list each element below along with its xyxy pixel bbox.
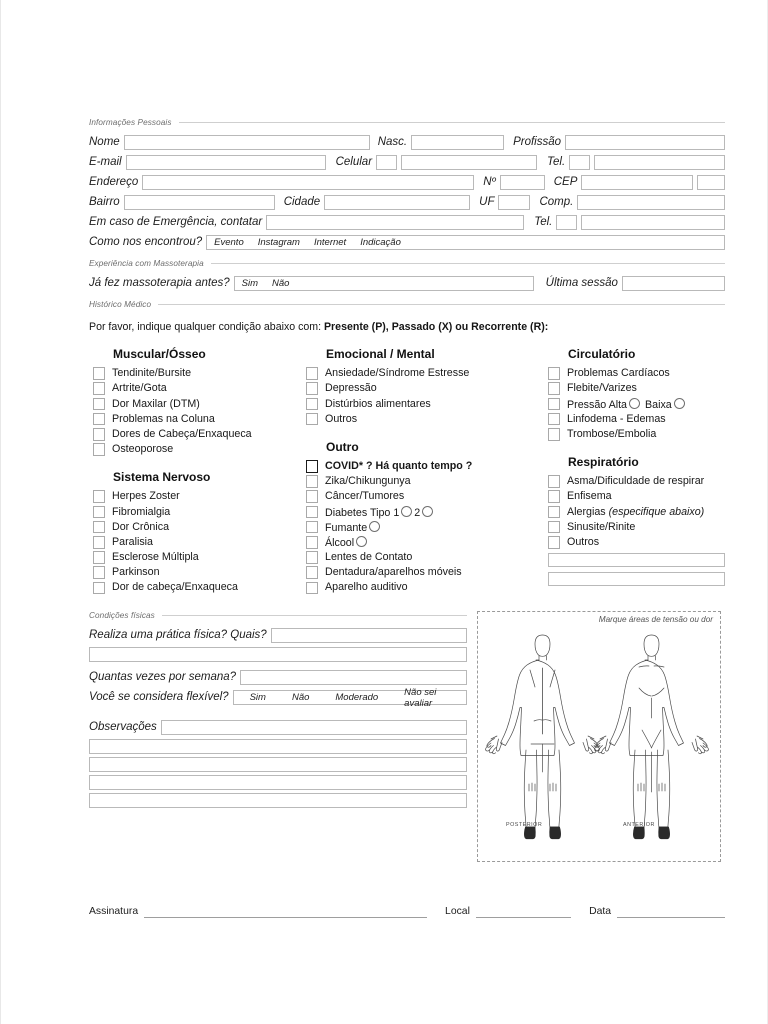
checkbox-label: Sinusite/Rinite bbox=[567, 520, 636, 533]
label-email: E-mail bbox=[89, 155, 122, 168]
medical-column-emocional bbox=[302, 347, 544, 595]
checkbox-row[interactable] bbox=[544, 474, 725, 489]
option-flexivel-moderado[interactable]: Moderado bbox=[335, 692, 379, 704]
label-cep: CEP bbox=[553, 175, 578, 188]
option-instagram[interactable]: Instagram bbox=[257, 237, 300, 248]
checkbox-label: Paralisia bbox=[112, 535, 153, 548]
input-observacoes-3[interactable] bbox=[89, 757, 467, 772]
input-observacoes-1[interactable] bbox=[161, 720, 467, 735]
checkbox[interactable] bbox=[93, 413, 105, 426]
checkbox[interactable] bbox=[93, 428, 105, 441]
checkbox-row[interactable] bbox=[89, 565, 302, 580]
checkbox[interactable] bbox=[93, 551, 105, 564]
checkbox-row[interactable] bbox=[544, 366, 725, 381]
medical-column-muscular bbox=[89, 347, 302, 595]
checkbox-label: Osteoporose bbox=[112, 443, 174, 456]
checkbox-label: Dor Maxilar (DTM) bbox=[112, 397, 200, 410]
checkbox[interactable] bbox=[548, 536, 560, 549]
checkbox[interactable] bbox=[93, 443, 105, 456]
input-assinatura[interactable] bbox=[144, 904, 427, 918]
figure-label-posterior: POSTERIOR bbox=[506, 822, 543, 829]
checkbox-label: Problemas na Coluna bbox=[112, 412, 215, 425]
checkbox-label: Dor Crônica bbox=[112, 520, 170, 533]
checkbox[interactable] bbox=[306, 398, 318, 411]
input-tel-numero[interactable] bbox=[594, 155, 725, 170]
row-quantas-vezes bbox=[89, 669, 467, 686]
category-title-muscular: Muscular/Ósseo bbox=[113, 347, 206, 361]
checkbox[interactable] bbox=[93, 490, 105, 503]
checkbox[interactable] bbox=[93, 582, 105, 595]
section-label-physical: Condições físicas bbox=[89, 611, 155, 621]
label-cidade: Cidade bbox=[283, 195, 321, 208]
row-email bbox=[89, 154, 725, 171]
category-title-respiratorio: Respiratório bbox=[568, 454, 639, 469]
label-endereco: Endereço bbox=[89, 175, 139, 188]
label-celular: Celular bbox=[335, 155, 373, 168]
input-nasc[interactable] bbox=[411, 135, 504, 150]
checkbox-row[interactable] bbox=[544, 489, 725, 504]
section-heading-experience bbox=[89, 259, 725, 268]
checkbox-label: Outros bbox=[567, 535, 600, 548]
checkbox-row[interactable] bbox=[89, 381, 302, 396]
medical-instruction bbox=[89, 321, 725, 333]
option-flexivel-nao-sei[interactable]: Não sei avaliar bbox=[404, 686, 437, 709]
row-nome bbox=[89, 134, 725, 151]
form-sheet bbox=[89, 118, 725, 918]
checkbox[interactable] bbox=[93, 521, 105, 534]
checkbox[interactable] bbox=[306, 475, 318, 488]
checkbox[interactable] bbox=[548, 521, 560, 534]
checkbox[interactable] bbox=[548, 506, 560, 519]
checkbox-row[interactable] bbox=[89, 427, 302, 442]
checkbox-row[interactable] bbox=[89, 442, 302, 457]
checkbox-label: Outros bbox=[325, 412, 358, 425]
checkbox-row[interactable] bbox=[302, 474, 544, 489]
checkbox[interactable] bbox=[306, 582, 318, 595]
row-bairro bbox=[89, 194, 725, 211]
checkbox-row-fumante[interactable] bbox=[302, 520, 544, 535]
figure-anterior bbox=[595, 635, 709, 839]
row-observacoes bbox=[89, 719, 467, 736]
checkbox[interactable] bbox=[548, 382, 560, 395]
label-nasc: Nasc. bbox=[377, 135, 408, 148]
checkbox-row[interactable] bbox=[89, 550, 302, 565]
option-indicacao[interactable]: Indicação bbox=[360, 237, 401, 248]
row-flexivel bbox=[89, 686, 467, 709]
checkbox-row[interactable] bbox=[544, 381, 725, 396]
input-pratica-fisica-line2[interactable] bbox=[89, 647, 467, 662]
figure-posterior bbox=[486, 635, 600, 839]
checkbox-label: Enfisema bbox=[567, 490, 612, 503]
label-ultima-sessao: Última sessão bbox=[545, 276, 618, 289]
label-quantas-vezes: Quantas vezes por semana? bbox=[89, 671, 237, 684]
section-divider bbox=[158, 304, 725, 305]
instruction-prefix: Por favor, indique qualquer condição abaixo com: bbox=[89, 321, 324, 333]
checkbox-label: Flebite/Varizes bbox=[567, 382, 637, 395]
medical-columns bbox=[89, 347, 725, 595]
input-pratica-fisica[interactable] bbox=[271, 628, 467, 643]
checkbox[interactable] bbox=[93, 506, 105, 519]
options-massoterapia-antes[interactable] bbox=[234, 276, 534, 291]
row-como-encontrou bbox=[89, 234, 725, 251]
label-bairro: Bairro bbox=[89, 195, 120, 208]
radio-diabetes-tipo1[interactable] bbox=[401, 506, 412, 517]
option-nao[interactable]: Não bbox=[272, 278, 290, 289]
checkbox[interactable] bbox=[306, 536, 318, 549]
label-massoterapia-antes: Já fez massoterapia antes? bbox=[89, 276, 230, 289]
option-internet[interactable]: Internet bbox=[313, 237, 347, 248]
radio-pressao-alta[interactable] bbox=[629, 398, 640, 409]
label-como-encontrou: Como nos encontrou? bbox=[89, 235, 203, 248]
physical-left bbox=[89, 611, 467, 862]
checkbox[interactable] bbox=[93, 566, 105, 579]
checkbox-label: Asma/Dificuldade de respirar bbox=[567, 475, 705, 488]
checkbox[interactable] bbox=[548, 367, 560, 380]
checkbox[interactable] bbox=[93, 367, 105, 380]
checkbox-label-alergias: Alergias (especifique abaixo) bbox=[567, 505, 705, 518]
checkbox-label: Parkinson bbox=[112, 566, 160, 579]
input-profissao[interactable] bbox=[565, 135, 725, 150]
checkbox-row[interactable] bbox=[89, 489, 302, 504]
checkbox-row[interactable] bbox=[302, 550, 544, 565]
checkbox-row[interactable] bbox=[302, 381, 544, 396]
input-comp[interactable] bbox=[577, 195, 725, 210]
section-divider bbox=[162, 615, 467, 616]
input-observacoes-2[interactable] bbox=[89, 739, 467, 754]
checkbox-row-alcool[interactable] bbox=[302, 535, 544, 550]
checkbox-label: Tendinite/Bursite bbox=[112, 367, 192, 380]
checkbox-row[interactable] bbox=[89, 396, 302, 411]
checkbox[interactable] bbox=[93, 382, 105, 395]
label-data: Data bbox=[589, 906, 612, 918]
checkbox[interactable] bbox=[548, 398, 560, 411]
checkbox-covid[interactable] bbox=[306, 460, 318, 473]
label-tel: Tel. bbox=[547, 155, 566, 168]
checkbox-label: Herpes Zoster bbox=[112, 490, 180, 503]
checkbox[interactable] bbox=[548, 428, 560, 441]
checkbox-label: Câncer/Tumores bbox=[325, 490, 405, 503]
checkbox-label-fumante: Fumante bbox=[325, 521, 382, 534]
checkbox[interactable] bbox=[306, 566, 318, 579]
label-uf: UF bbox=[479, 195, 495, 208]
checkbox[interactable] bbox=[306, 506, 318, 519]
checkbox-row[interactable] bbox=[302, 489, 544, 504]
section-label-experience: Experiência com Massoterapia bbox=[89, 259, 204, 268]
input-tel2-numero[interactable] bbox=[581, 215, 725, 230]
label-flexivel: Você se considera flexível? bbox=[89, 691, 229, 704]
checkbox-row[interactable] bbox=[89, 580, 302, 595]
input-cep[interactable] bbox=[581, 175, 693, 190]
row-massoterapia-antes bbox=[89, 275, 725, 292]
input-uf[interactable] bbox=[498, 195, 530, 210]
checkbox-label: Trombose/Embolia bbox=[567, 427, 657, 440]
diagram-caption: Marque áreas de tensão ou dor bbox=[598, 615, 713, 625]
checkbox[interactable] bbox=[306, 551, 318, 564]
section-heading-medical bbox=[89, 300, 725, 309]
checkbox-label: Ansiedade/Síndrome Estresse bbox=[325, 367, 470, 380]
input-alergias-1[interactable] bbox=[548, 553, 725, 567]
input-endereco[interactable] bbox=[142, 175, 474, 190]
checkbox-row[interactable] bbox=[89, 520, 302, 535]
checkbox-row-diabetes[interactable] bbox=[302, 504, 544, 519]
physical-conditions-section bbox=[89, 611, 725, 862]
input-tel2-ddd[interactable] bbox=[556, 215, 577, 230]
row-emergencia bbox=[89, 214, 725, 231]
input-emergencia[interactable] bbox=[266, 215, 524, 230]
category-title-nervoso: Sistema Nervoso bbox=[113, 470, 211, 485]
label-comp: Comp. bbox=[539, 195, 574, 208]
checkbox-row[interactable] bbox=[544, 427, 725, 442]
checkbox-label: Fibromialgia bbox=[112, 505, 171, 518]
section-divider bbox=[179, 122, 725, 123]
input-observacoes-5[interactable] bbox=[89, 793, 467, 808]
checkbox-label: Zika/Chikungunya bbox=[325, 475, 411, 488]
section-divider bbox=[211, 263, 725, 264]
radio-diabetes-tipo2[interactable] bbox=[422, 506, 433, 517]
checkbox-row-pressao[interactable] bbox=[544, 396, 725, 411]
figure-label-anterior: ANTERIOR bbox=[623, 822, 655, 829]
row-pratica-fisica bbox=[89, 627, 467, 644]
radio-fumante[interactable] bbox=[369, 521, 380, 532]
radio-pressao-baixa[interactable] bbox=[674, 398, 685, 409]
options-como-encontrou[interactable] bbox=[206, 235, 725, 250]
options-flexivel[interactable] bbox=[233, 686, 467, 709]
label-profissao: Profissão bbox=[513, 135, 562, 148]
checkbox-row[interactable] bbox=[544, 535, 725, 550]
checkbox[interactable] bbox=[306, 521, 318, 534]
input-celular-ddd[interactable] bbox=[376, 155, 397, 170]
checkbox-row[interactable] bbox=[302, 366, 544, 381]
checkbox-row[interactable] bbox=[544, 412, 725, 427]
checkbox[interactable] bbox=[93, 536, 105, 549]
checkbox-label-alcool: Álcool bbox=[325, 536, 369, 549]
checkbox-row[interactable] bbox=[89, 535, 302, 550]
checkbox-row[interactable] bbox=[89, 412, 302, 427]
checkbox-row[interactable] bbox=[544, 520, 725, 535]
checkbox[interactable] bbox=[306, 382, 318, 395]
input-local[interactable] bbox=[476, 904, 571, 918]
input-bairro[interactable] bbox=[124, 195, 275, 210]
section-heading-physical bbox=[89, 611, 467, 620]
checkbox-row[interactable] bbox=[302, 396, 544, 411]
checkbox-label: Dentadura/aparelhos móveis bbox=[325, 566, 462, 579]
checkbox-label: Lentes de Contato bbox=[325, 551, 413, 564]
category-title-emocional: Emocional / Mental bbox=[326, 347, 435, 361]
label-nome: Nome bbox=[89, 135, 120, 148]
checkbox[interactable] bbox=[306, 367, 318, 380]
input-quantas-vezes[interactable] bbox=[240, 670, 467, 685]
input-email[interactable] bbox=[126, 155, 326, 170]
option-evento[interactable]: Evento bbox=[214, 237, 244, 248]
input-alergias-2[interactable] bbox=[548, 572, 725, 586]
checkbox-label: Depressão bbox=[325, 382, 377, 395]
row-endereco bbox=[89, 174, 725, 191]
radio-alcool[interactable] bbox=[356, 536, 367, 547]
checkbox-row[interactable] bbox=[302, 565, 544, 580]
checkbox-label: Distúrbios alimentares bbox=[325, 397, 431, 410]
checkbox-label-pressao: Pressão Alta Baixa bbox=[567, 398, 687, 411]
checkbox[interactable] bbox=[548, 475, 560, 488]
input-ultima-sessao[interactable] bbox=[622, 276, 725, 291]
medical-column-circulatorio bbox=[544, 347, 725, 586]
section-label-medical: Histórico Médico bbox=[89, 300, 152, 309]
checkbox-row[interactable] bbox=[89, 366, 302, 381]
input-cep-suffix[interactable] bbox=[697, 175, 725, 190]
input-observacoes-4[interactable] bbox=[89, 775, 467, 790]
input-celular-numero[interactable] bbox=[401, 155, 537, 170]
input-numero[interactable] bbox=[500, 175, 545, 190]
checkbox-label: Aparelho auditivo bbox=[325, 581, 408, 594]
label-assinatura: Assinatura bbox=[89, 906, 139, 918]
checkbox-row[interactable] bbox=[302, 580, 544, 595]
checkbox[interactable] bbox=[548, 413, 560, 426]
checkbox[interactable] bbox=[306, 413, 318, 426]
checkbox-label: Linfodema - Edemas bbox=[567, 412, 666, 425]
option-flexivel-sim[interactable]: Sim bbox=[249, 692, 266, 704]
section-heading-personal bbox=[89, 118, 725, 127]
checkbox[interactable] bbox=[93, 398, 105, 411]
checkbox-label: Problemas Cardíacos bbox=[567, 367, 670, 380]
input-data[interactable] bbox=[617, 904, 725, 918]
option-flexivel-nao[interactable]: Não bbox=[291, 692, 310, 704]
label-numero: Nº bbox=[483, 175, 496, 188]
signature-footer bbox=[89, 904, 725, 918]
checkbox-label: Artrite/Gota bbox=[112, 382, 167, 395]
input-tel-ddd[interactable] bbox=[569, 155, 590, 170]
checkbox-label: Dores de Cabeça/Enxaqueca bbox=[112, 427, 252, 440]
category-title-circulatorio: Circulatório bbox=[568, 347, 636, 361]
body-diagram-panel[interactable] bbox=[477, 611, 721, 862]
option-sim[interactable]: Sim bbox=[241, 278, 259, 289]
checkbox[interactable] bbox=[548, 490, 560, 503]
checkbox-row-alergias[interactable] bbox=[544, 504, 725, 519]
category-title-outro: Outro bbox=[326, 439, 359, 454]
checkbox-row[interactable] bbox=[89, 504, 302, 519]
input-nome[interactable] bbox=[124, 135, 370, 150]
label-emergencia: Em caso de Emergência, contatar bbox=[89, 215, 263, 228]
input-cidade[interactable] bbox=[324, 195, 470, 210]
checkbox-label: Esclerose Múltipla bbox=[112, 551, 199, 564]
label-observacoes: Observações bbox=[89, 721, 157, 734]
checkbox-label: Dor de cabeça/Enxaqueca bbox=[112, 581, 238, 594]
checkbox-label-covid: COVID* ? Há quanto tempo ? bbox=[325, 459, 473, 472]
instruction-bold: Presente (P), Passado (X) ou Recorrente (R): bbox=[323, 321, 549, 333]
label-local: Local bbox=[445, 906, 470, 918]
checkbox-row-covid[interactable] bbox=[302, 459, 544, 474]
section-label-personal: Informações Pessoais bbox=[89, 118, 172, 127]
checkbox-label-diabetes: Diabetes Tipo 1 2 bbox=[325, 506, 435, 519]
checkbox-row[interactable] bbox=[302, 412, 544, 427]
label-tel2: Tel. bbox=[534, 215, 553, 228]
label-pratica-fisica: Realiza uma prática física? Quais? bbox=[89, 629, 267, 642]
checkbox[interactable] bbox=[306, 490, 318, 503]
